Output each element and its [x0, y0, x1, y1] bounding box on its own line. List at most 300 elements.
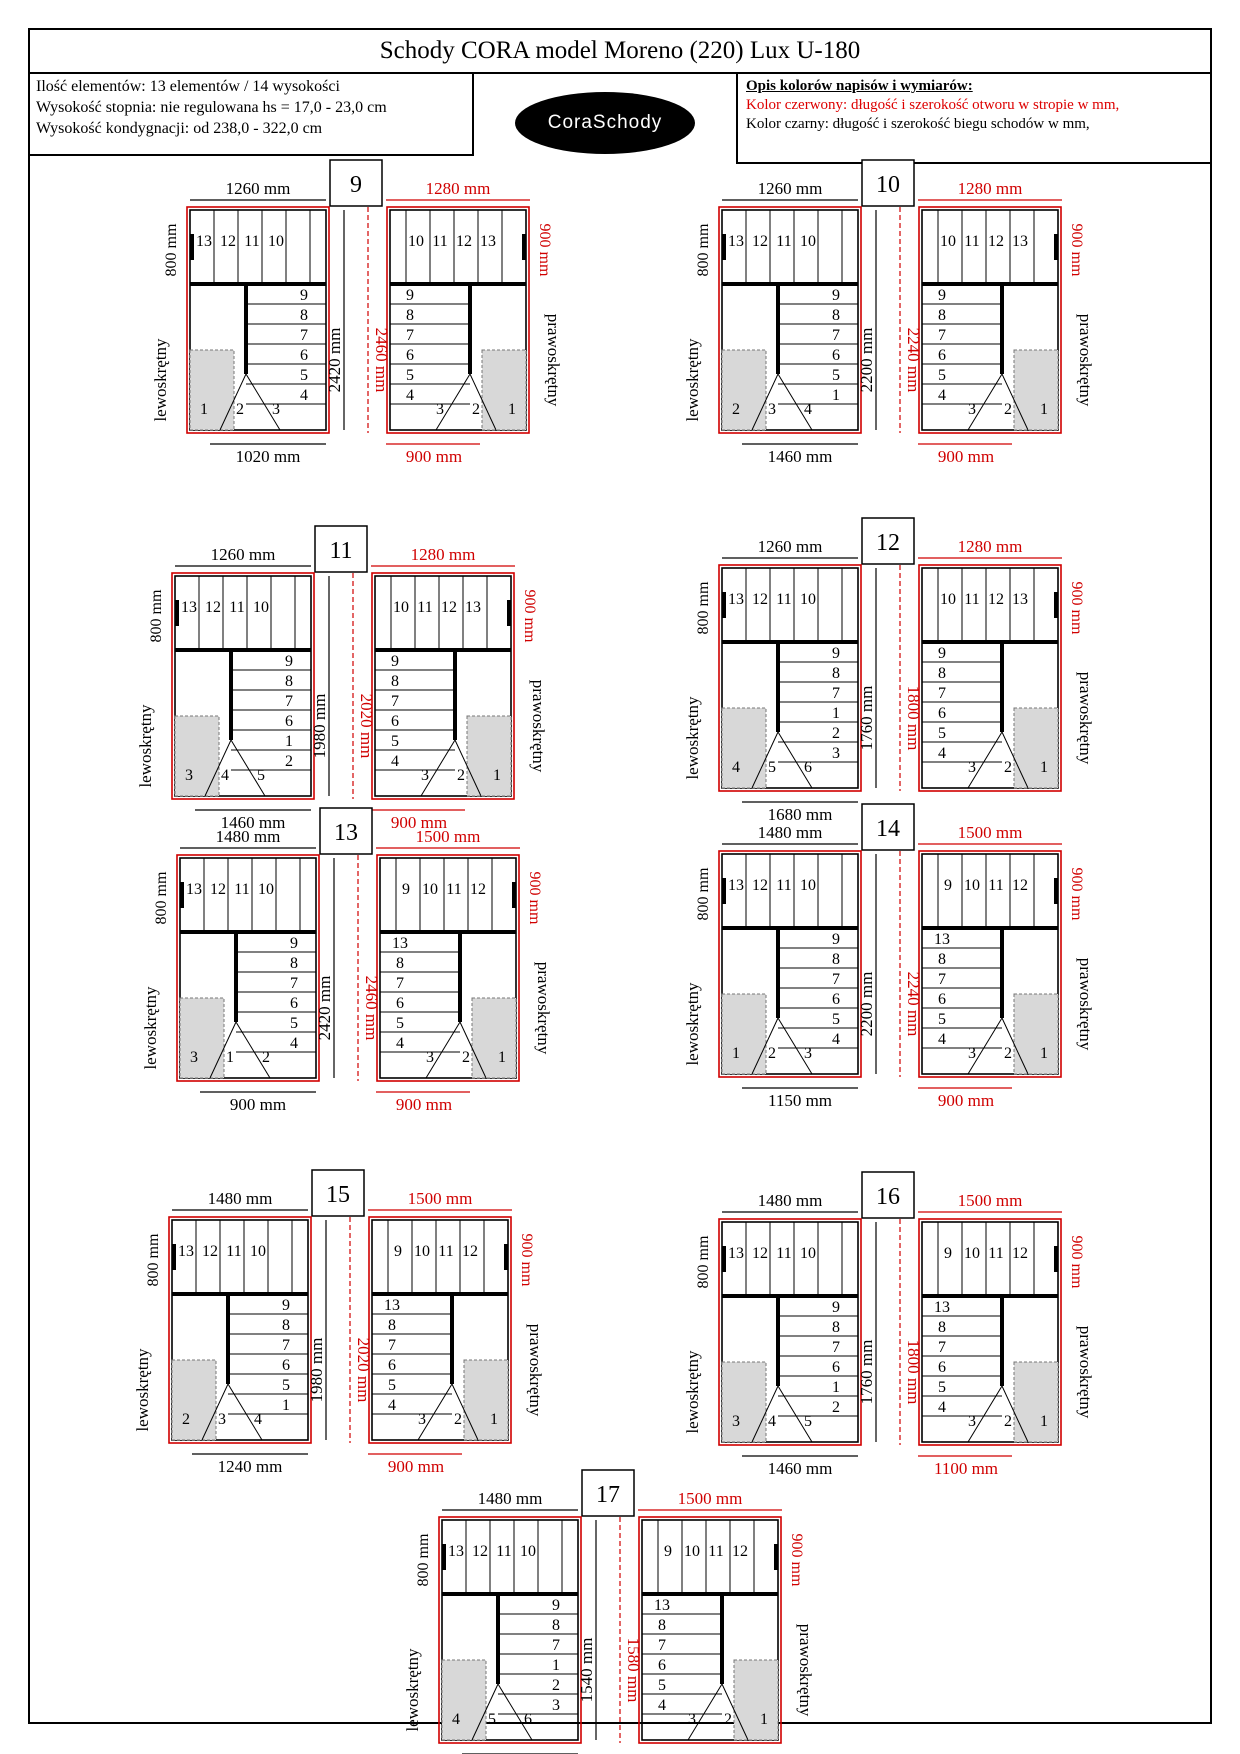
step-number: 11 — [417, 599, 433, 616]
step-number: 8 — [282, 1317, 290, 1334]
step-number: 8 — [938, 1319, 946, 1336]
dim-top-left: 1480 mm — [207, 1189, 273, 1208]
landing-left — [442, 1660, 486, 1740]
step-number: 10 — [800, 877, 816, 894]
step-number: 7 — [290, 975, 298, 992]
dim-stair-width: 800 mm — [695, 223, 712, 277]
label-right-turn: prawoskrętny — [796, 1623, 815, 1717]
step-number: 13 — [934, 1299, 950, 1316]
variant-number: 12 — [876, 530, 900, 556]
dim-top-right: 1280 mm — [410, 545, 476, 564]
variant-number: 10 — [876, 172, 900, 198]
step-number: 7 — [552, 1637, 560, 1654]
step-number: 1 — [1040, 401, 1048, 418]
step-number: 4 — [406, 387, 414, 404]
step-number: 2 — [832, 1399, 840, 1416]
step-number: 13 — [1012, 233, 1028, 250]
step-number: 3 — [218, 1411, 226, 1428]
step-number: 12 — [752, 877, 768, 894]
step-number: 6 — [290, 995, 298, 1012]
dim-stair-width: 800 mm — [145, 1233, 162, 1287]
step-number: 13 — [1012, 591, 1028, 608]
step-number: 10 — [964, 1245, 980, 1262]
step-number: 4 — [290, 1035, 298, 1052]
step-number: 8 — [285, 673, 293, 690]
step-number: 4 — [938, 1031, 946, 1048]
landing-right — [482, 350, 526, 430]
label-right-turn: prawoskrętny — [544, 313, 563, 407]
step-number: 4 — [732, 759, 740, 776]
step-number: 11 — [234, 881, 250, 898]
step-number: 2 — [262, 1049, 270, 1066]
step-number: 8 — [832, 1319, 840, 1336]
step-number: 10 — [940, 233, 956, 250]
step-number: 3 — [768, 401, 776, 418]
step-number: 8 — [391, 673, 399, 690]
step-number: 12 — [472, 1543, 488, 1560]
step-number: 11 — [229, 599, 245, 616]
step-number: 12 — [752, 1245, 768, 1262]
dim-bottom-right: 900 mm — [390, 813, 448, 832]
dim-stair-width: 800 mm — [163, 223, 180, 277]
dim-opening-length: 1580 mm — [624, 1637, 643, 1703]
step-number: 8 — [658, 1617, 666, 1634]
dim-stair-length: 2420 mm — [325, 327, 344, 393]
step-number: 3 — [804, 1045, 812, 1062]
step-number: 6 — [804, 759, 812, 776]
variant-number: 16 — [876, 1184, 900, 1210]
dim-top-right: 1500 mm — [415, 827, 481, 846]
step-number: 4 — [221, 767, 229, 784]
legend-red: Kolor czerwony: długość i szerokość otworu w stropie w mm, — [746, 97, 1120, 113]
dim-opening-width: 900 mm — [521, 589, 538, 643]
page-title: Schody CORA model Moreno (220) Lux U-180 — [30, 30, 1210, 74]
spec-floor-height: Wysokość kondygnacji: od 238,0 - 322,0 cm — [36, 120, 323, 137]
dim-stair-width: 800 mm — [695, 581, 712, 635]
step-number: 4 — [254, 1411, 262, 1428]
step-number: 2 — [732, 401, 740, 418]
dim-bottom-left: 1020 mm — [235, 447, 301, 466]
step-number: 1 — [732, 1045, 740, 1062]
step-number: 13 — [448, 1543, 464, 1560]
step-number: 8 — [832, 665, 840, 682]
step-number: 13 — [934, 931, 950, 948]
dim-stair-width: 800 mm — [695, 867, 712, 921]
step-number: 12 — [202, 1243, 218, 1260]
step-number: 8 — [396, 955, 404, 972]
step-number: 1 — [832, 705, 840, 722]
step-number: 5 — [406, 367, 414, 384]
step-number: 2 — [462, 1049, 470, 1066]
landing-right — [1014, 994, 1058, 1074]
step-number: 1 — [552, 1657, 560, 1674]
dim-top-left: 1480 mm — [215, 827, 281, 846]
step-number: 1 — [832, 1379, 840, 1396]
step-number: 1 — [493, 767, 501, 784]
step-number: 12 — [441, 599, 457, 616]
variant-number: 13 — [334, 820, 358, 846]
spec-elements: Ilość elementów: 13 elementów / 14 wysokości — [36, 78, 340, 95]
variant-number: 9 — [350, 172, 362, 198]
dim-stair-width: 800 mm — [148, 589, 165, 643]
dim-bottom-right: 900 mm — [937, 1091, 995, 1110]
step-number: 6 — [406, 347, 414, 364]
dim-top-right: 1500 mm — [957, 823, 1023, 842]
step-number: 4 — [391, 753, 399, 770]
legend-black: Kolor czarny: długość i szerokość biegu schodów w mm, — [746, 116, 1090, 132]
landing-right — [1014, 1362, 1058, 1442]
step-number: 9 — [832, 931, 840, 948]
step-number: 7 — [391, 693, 399, 710]
dim-opening-width: 900 mm — [1068, 1235, 1085, 1289]
step-number: 5 — [396, 1015, 404, 1032]
landing-left — [180, 998, 224, 1078]
landing-left — [172, 1360, 216, 1440]
step-number: 10 — [800, 1245, 816, 1262]
step-number: 3 — [968, 1413, 976, 1430]
step-number: 12 — [752, 591, 768, 608]
step-number: 12 — [752, 233, 768, 250]
step-number: 5 — [290, 1015, 298, 1032]
variant-number: 15 — [326, 1182, 350, 1208]
label-left-turn: lewoskrętny — [683, 338, 702, 422]
step-number: 10 — [800, 233, 816, 250]
step-number: 4 — [938, 387, 946, 404]
step-number: 11 — [776, 591, 792, 608]
dim-stair-length: 1760 mm — [857, 1339, 876, 1405]
dim-bottom-left: 1150 mm — [767, 1091, 833, 1110]
step-number: 11 — [432, 233, 448, 250]
step-number: 3 — [436, 401, 444, 418]
step-number: 13 — [728, 233, 744, 250]
step-number: 13 — [728, 877, 744, 894]
step-number: 10 — [258, 881, 274, 898]
step-number: 1 — [490, 1411, 498, 1428]
step-number: 12 — [1012, 1245, 1028, 1262]
label-right-turn: prawoskrętny — [1076, 313, 1095, 407]
step-number: 2 — [832, 725, 840, 742]
dim-opening-width: 900 mm — [1068, 867, 1085, 921]
label-left-turn: lewoskrętny — [133, 1348, 152, 1432]
step-number: 9 — [832, 287, 840, 304]
step-number: 5 — [832, 1011, 840, 1028]
step-number: 7 — [938, 685, 946, 702]
stair-variant-14 — [683, 804, 1095, 1110]
step-number: 9 — [290, 935, 298, 952]
dim-bottom-left: 900 mm — [229, 1095, 287, 1114]
step-number: 8 — [938, 951, 946, 968]
step-number: 6 — [524, 1711, 532, 1728]
step-number: 6 — [396, 995, 404, 1012]
stair-variant-17 — [403, 1470, 815, 1754]
dim-stair-length: 2200 mm — [857, 971, 876, 1037]
step-number: 5 — [832, 367, 840, 384]
dim-opening-width: 900 mm — [1068, 223, 1085, 277]
stair-variant-9 — [151, 160, 563, 466]
variant-number: 11 — [329, 538, 353, 564]
landing-left — [722, 350, 766, 430]
step-number: 9 — [406, 287, 414, 304]
step-number: 13 — [480, 233, 496, 250]
dim-top-left: 1260 mm — [757, 537, 823, 556]
step-number: 10 — [268, 233, 284, 250]
step-number: 13 — [465, 599, 481, 616]
dim-opening-width: 900 mm — [1068, 581, 1085, 635]
step-number: 6 — [832, 1359, 840, 1376]
step-number: 4 — [396, 1035, 404, 1052]
landing-left — [175, 716, 219, 796]
step-number: 5 — [938, 1379, 946, 1396]
dim-opening-length: 2460 mm — [362, 975, 381, 1041]
step-number: 4 — [452, 1711, 460, 1728]
dim-stair-length: 1980 mm — [307, 1337, 326, 1403]
dim-stair-width: 800 mm — [153, 871, 170, 925]
step-number: 1 — [226, 1049, 234, 1066]
dim-opening-length: 2020 mm — [354, 1337, 373, 1403]
step-number: 1 — [508, 401, 516, 418]
step-number: 8 — [832, 307, 840, 324]
step-number: 10 — [253, 599, 269, 616]
step-number: 7 — [658, 1637, 666, 1654]
dim-bottom-right: 900 mm — [937, 447, 995, 466]
dim-top-right: 1280 mm — [957, 179, 1023, 198]
step-number: 5 — [658, 1677, 666, 1694]
step-number: 11 — [776, 1245, 792, 1262]
label-left-turn: lewoskrętny — [683, 982, 702, 1066]
label-right-turn: prawoskrętny — [529, 679, 548, 773]
dim-opening-width: 900 mm — [536, 223, 553, 277]
step-number: 5 — [768, 759, 776, 776]
label-right-turn: prawoskrętny — [1076, 1325, 1095, 1419]
step-number: 11 — [964, 591, 980, 608]
step-number: 2 — [1004, 1413, 1012, 1430]
step-number: 2 — [182, 1411, 190, 1428]
dim-top-right: 1500 mm — [957, 1191, 1023, 1210]
step-number: 8 — [552, 1617, 560, 1634]
step-number: 13 — [392, 935, 408, 952]
step-number: 4 — [388, 1397, 396, 1414]
step-number: 8 — [300, 307, 308, 324]
step-number: 13 — [728, 591, 744, 608]
step-number: 11 — [776, 877, 792, 894]
step-number: 5 — [391, 733, 399, 750]
step-number: 3 — [968, 759, 976, 776]
step-number: 11 — [988, 1245, 1004, 1262]
label-left-turn: lewoskrętny — [403, 1648, 422, 1732]
step-number: 7 — [282, 1337, 290, 1354]
dim-stair-length: 1980 mm — [310, 693, 329, 759]
step-number: 13 — [654, 1597, 670, 1614]
step-number: 10 — [684, 1543, 700, 1560]
step-number: 5 — [488, 1711, 496, 1728]
dim-top-right: 1280 mm — [425, 179, 491, 198]
stair-variant-16 — [683, 1172, 1095, 1478]
step-number: 9 — [391, 653, 399, 670]
step-number: 12 — [988, 233, 1004, 250]
step-number: 11 — [438, 1243, 454, 1260]
step-number: 9 — [394, 1243, 402, 1260]
step-number: 9 — [832, 645, 840, 662]
step-number: 2 — [1004, 1045, 1012, 1062]
step-number: 10 — [422, 881, 438, 898]
step-number: 13 — [196, 233, 212, 250]
spec-step-height: Wysokość stopnia: nie regulowana hs = 17,0 - 23,0 cm — [36, 99, 387, 116]
dim-top-left: 1480 mm — [477, 1489, 543, 1508]
dim-bottom-left: 1680 mm — [767, 805, 833, 824]
step-number: 10 — [408, 233, 424, 250]
step-number: 4 — [938, 1399, 946, 1416]
step-number: 5 — [804, 1413, 812, 1430]
step-number: 2 — [457, 767, 465, 784]
step-number: 2 — [552, 1677, 560, 1694]
landing-left — [722, 994, 766, 1074]
label-right-turn: prawoskrętny — [534, 961, 553, 1055]
step-number: 11 — [988, 877, 1004, 894]
step-number: 3 — [190, 1049, 198, 1066]
step-number: 3 — [968, 1045, 976, 1062]
step-number: 7 — [938, 1339, 946, 1356]
legend-heading: Opis kolorów napisów i wymiarów: — [746, 78, 973, 94]
step-number: 4 — [300, 387, 308, 404]
step-number: 12 — [988, 591, 1004, 608]
step-number: 11 — [964, 233, 980, 250]
step-number: 4 — [804, 401, 812, 418]
step-number: 12 — [1012, 877, 1028, 894]
step-number: 2 — [768, 1045, 776, 1062]
step-number: 10 — [800, 591, 816, 608]
step-number: 3 — [185, 767, 193, 784]
stair-variant-13 — [141, 808, 553, 1114]
step-number: 3 — [832, 745, 840, 762]
step-number: 2 — [1004, 759, 1012, 776]
dim-stair-length: 2420 mm — [315, 975, 334, 1041]
landing-right — [734, 1660, 778, 1740]
dim-top-left: 1260 mm — [757, 179, 823, 198]
dim-opening-width: 900 mm — [788, 1533, 805, 1587]
step-number: 9 — [664, 1543, 672, 1560]
step-number: 6 — [391, 713, 399, 730]
step-number: 6 — [658, 1657, 666, 1674]
step-number: 3 — [688, 1711, 696, 1728]
stair-variant-15 — [133, 1170, 545, 1476]
label-right-turn: prawoskrętny — [1076, 671, 1095, 765]
dim-top-left: 1260 mm — [210, 545, 276, 564]
dim-top-right: 1280 mm — [957, 537, 1023, 556]
step-number: 6 — [938, 347, 946, 364]
step-number: 4 — [832, 1031, 840, 1048]
step-number: 2 — [472, 401, 480, 418]
step-number: 13 — [181, 599, 197, 616]
step-number: 6 — [388, 1357, 396, 1374]
step-number: 1 — [1040, 1413, 1048, 1430]
cora-logo: CoraSchody — [515, 92, 695, 154]
dim-opening-length: 2240 mm — [904, 327, 923, 393]
step-number: 10 — [414, 1243, 430, 1260]
step-number: 1 — [760, 1711, 768, 1728]
step-number: 5 — [300, 367, 308, 384]
dim-bottom-left: 1240 mm — [217, 1457, 283, 1476]
step-number: 8 — [938, 665, 946, 682]
dim-stair-length: 2200 mm — [857, 327, 876, 393]
step-number: 2 — [454, 1411, 462, 1428]
dim-opening-length: 2460 mm — [372, 327, 391, 393]
step-number: 11 — [244, 233, 260, 250]
landing-right — [464, 1360, 508, 1440]
dim-top-right: 1500 mm — [677, 1489, 743, 1508]
step-number: 7 — [832, 1339, 840, 1356]
stair-variant-10 — [683, 160, 1095, 466]
step-number: 7 — [300, 327, 308, 344]
step-number: 9 — [938, 287, 946, 304]
step-number: 10 — [940, 591, 956, 608]
step-number: 11 — [226, 1243, 242, 1260]
step-number: 3 — [272, 401, 280, 418]
dim-stair-width: 800 mm — [695, 1235, 712, 1289]
landing-right — [467, 716, 511, 796]
dim-opening-width: 900 mm — [526, 871, 543, 925]
step-number: 7 — [832, 327, 840, 344]
label-right-turn: prawoskrętny — [1076, 957, 1095, 1051]
dim-bottom-left: 1460 mm — [767, 1459, 833, 1478]
step-number: 8 — [388, 1317, 396, 1334]
landing-right — [1014, 350, 1058, 430]
dim-top-left: 1480 mm — [757, 823, 823, 842]
step-number: 5 — [938, 367, 946, 384]
step-number: 11 — [708, 1543, 724, 1560]
step-number: 2 — [285, 753, 293, 770]
step-number: 9 — [938, 645, 946, 662]
step-number: 5 — [938, 1011, 946, 1028]
step-number: 8 — [938, 307, 946, 324]
dim-opening-length: 2020 mm — [357, 693, 376, 759]
step-number: 9 — [832, 1299, 840, 1316]
step-number: 7 — [285, 693, 293, 710]
step-number: 12 — [732, 1543, 748, 1560]
dim-stair-length: 1540 mm — [577, 1637, 596, 1703]
step-number: 9 — [944, 877, 952, 894]
step-number: 5 — [388, 1377, 396, 1394]
label-left-turn: lewoskrętny — [683, 1350, 702, 1434]
step-number: 3 — [732, 1413, 740, 1430]
step-number: 4 — [938, 745, 946, 762]
landing-left — [190, 350, 234, 430]
step-number: 5 — [282, 1377, 290, 1394]
step-number: 1 — [498, 1049, 506, 1066]
step-number: 13 — [186, 881, 202, 898]
label-left-turn: lewoskrętny — [151, 338, 170, 422]
label-right-turn: prawoskrętny — [526, 1323, 545, 1417]
step-number: 8 — [832, 951, 840, 968]
step-number: 12 — [210, 881, 226, 898]
step-number: 8 — [290, 955, 298, 972]
stair-variant-11 — [136, 526, 548, 832]
dim-top-right: 1500 mm — [407, 1189, 473, 1208]
label-left-turn: lewoskrętny — [136, 704, 155, 788]
step-number: 6 — [300, 347, 308, 364]
dim-top-left: 1260 mm — [225, 179, 291, 198]
step-number: 11 — [446, 881, 462, 898]
step-number: 5 — [257, 767, 265, 784]
step-number: 6 — [938, 1359, 946, 1376]
step-number: 2 — [1004, 401, 1012, 418]
landing-left — [722, 1362, 766, 1442]
dim-stair-width: 800 mm — [415, 1533, 432, 1587]
dim-opening-length: 2240 mm — [904, 971, 923, 1037]
dim-bottom-right: 900 mm — [387, 1457, 445, 1476]
step-number: 1 — [282, 1397, 290, 1414]
landing-right — [1014, 708, 1058, 788]
dim-bottom-left: 1460 mm — [220, 813, 286, 832]
